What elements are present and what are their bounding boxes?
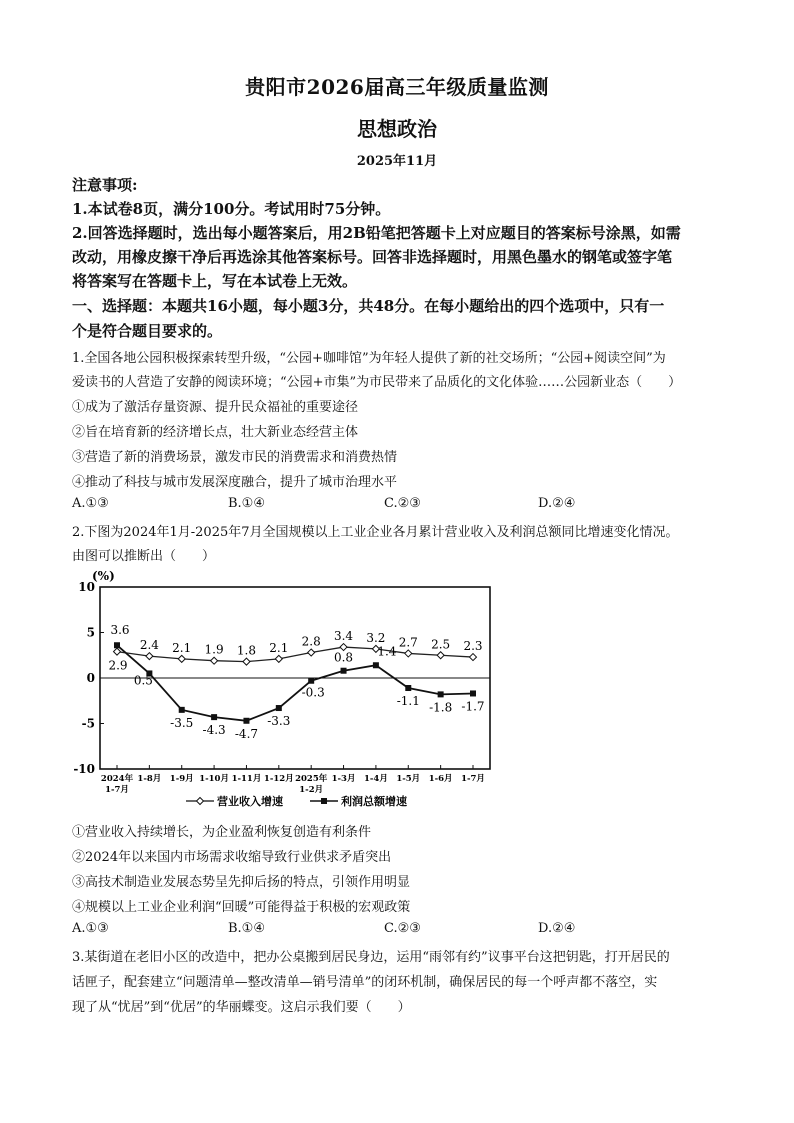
profit-point [438, 691, 444, 697]
x-tick-label: 2025年 [295, 774, 328, 784]
subject-title: 思想政治 [357, 117, 437, 141]
revenue-point [275, 655, 282, 662]
profit-point [308, 678, 314, 684]
y-tick-label: 0 [86, 671, 95, 685]
question-2-stem-line-1: 2.下图为2024年1月-2025年7月全国规模以上工业企业各月累计营业收入及利润总额同比增速变化情况。 [72, 525, 679, 540]
profit-data-label: -1.7 [461, 699, 485, 714]
profit-data-label: -3.5 [170, 715, 194, 730]
notice-item-2-line-3: 将答案写在答题卡上，写在本试卷上无效。 [72, 272, 358, 290]
x-tick-label: 1-9月 [169, 774, 194, 784]
profit-data-label: 3.6 [110, 623, 130, 638]
x-tick-label: 2024年 [100, 774, 134, 784]
revenue-data-label: 2.8 [301, 634, 321, 649]
x-tick-label: 1-6月 [428, 774, 453, 784]
y-tick-label: 10 [78, 580, 95, 594]
question-1-option-a[interactable]: A.①③ [72, 496, 109, 511]
profit-data-label: 0.5 [133, 673, 153, 688]
notice-heading: 注意事项: [72, 176, 138, 194]
question-3-stem-line-1: 3.某街道在老旧小区的改造中，把办公桌搬到居民身边，运用“雨邻有约”议事平台这把钥匙，打开居民的 [72, 950, 670, 965]
profit-point [405, 685, 411, 691]
revenue-point [470, 654, 477, 661]
x-tick-label: 1-8月 [137, 774, 162, 784]
growth-line-chart [62, 565, 502, 815]
revenue-point [146, 653, 153, 660]
revenue-data-label: 2.7 [398, 635, 418, 650]
revenue-point [340, 644, 347, 651]
y-tick-label: -10 [73, 762, 95, 776]
revenue-data-label: 2.1 [172, 640, 192, 655]
question-1-statement-3: ③营造了新的消费场景，激发市民的消费需求和消费热情 [72, 450, 398, 465]
profit-point [179, 707, 185, 713]
legend-revenue-label: 营业收入增速 [217, 795, 283, 808]
profit-point [373, 662, 379, 668]
question-1-stem-line-1: 1.全国各地公园积极探索转型升级，“公园+咖啡馆”为年轻人提供了新的社交场所；“公园+阅读空间”为 [72, 351, 666, 366]
revenue-point [211, 657, 218, 664]
question-1-option-c[interactable]: C.②③ [384, 496, 421, 511]
x-tick-label: 1-3月 [331, 774, 356, 784]
revenue-point [437, 652, 444, 659]
question-3-stem-line-3: 现了从“忧居”到“优居”的华丽蝶变。这启示我们要（ ） [72, 1000, 411, 1015]
x-tick-label-line-2: 1-2月 [299, 785, 324, 795]
revenue-data-label: 1.8 [236, 643, 257, 658]
notice-item-2-line-2: 改动，用橡皮擦干净后再选涂其他答案标号。回答非选择题时，用黑色墨水的钢笔或签字笔 [72, 248, 673, 266]
x-tick-label-line-2: 1-7月 [105, 785, 129, 795]
page-title: 贵阳市2026届高三年级质量监测 [245, 75, 549, 99]
revenue-point [308, 649, 315, 656]
revenue-point [178, 655, 185, 662]
section-heading-line-2: 个是符合题目要求的。 [72, 322, 223, 340]
series-line-revenue [117, 647, 473, 662]
question-2-option-b[interactable]: B.①④ [228, 921, 265, 936]
profit-point [243, 718, 249, 724]
profit-point [341, 668, 347, 674]
x-tick-label: 1-7月 [461, 774, 485, 784]
x-tick-label: 1-11月 [231, 774, 262, 784]
section-heading-line-1: 一、选择题：本题共16小题，每小题3分，共48分。在每小题给出的四个选项中，只有一 [72, 297, 665, 315]
profit-point [114, 642, 120, 648]
revenue-point [114, 648, 121, 655]
profit-data-label: -0.3 [301, 685, 325, 700]
revenue-data-label: 3.2 [366, 630, 386, 645]
profit-point [276, 705, 282, 711]
revenue-data-label: 2.4 [139, 638, 159, 653]
profit-data-label: -1.1 [396, 694, 420, 709]
revenue-point [243, 658, 250, 665]
x-tick-label: 1-12月 [263, 774, 294, 784]
question-2-statement-3: ③高技术制造业发展态势呈先抑后扬的特点，引领作用明显 [72, 875, 411, 890]
question-1-statement-4: ④推动了科技与城市发展深度融合，提升了城市治理水平 [72, 475, 398, 490]
x-tick-label: 1-4月 [363, 774, 388, 784]
question-3-stem-line-2: 话匣子，配套建立“问题清单—整改清单—销号清单”的闭环机制，确保居民的每一个呼声都不落空，实 [72, 975, 658, 990]
revenue-data-label: 2.3 [463, 639, 483, 654]
y-tick-label: 5 [86, 625, 95, 640]
exam-date: 2025年11月 [356, 154, 438, 169]
question-2-option-d[interactable]: D.②④ [538, 921, 576, 936]
legend-profit-label: 利润总额增速 [341, 795, 407, 808]
profit-data-label: -4.3 [202, 723, 226, 738]
profit-data-label: -4.7 [234, 726, 259, 741]
question-2-statement-2: ②2024年以来国内市场需求收缩导致行业供求矛盾突出 [72, 850, 392, 865]
revenue-point [405, 650, 412, 657]
profit-data-label: -1.8 [429, 700, 453, 715]
question-2-option-a[interactable]: A.①③ [72, 921, 109, 936]
profit-data-label: 0.8 [333, 650, 354, 665]
y-tick-label: -5 [81, 716, 95, 731]
question-1-stem-line-2: 爱读书的人营造了安静的阅读环境；“公园+市集”为市民带来了品质化的文化体验……公园新业态（ ） [72, 375, 682, 390]
question-2-statement-4: ④规模以上工业企业利润“回暖”可能得益于积极的宏观政策 [72, 900, 411, 915]
revenue-data-label: 1.9 [204, 642, 224, 657]
notice-item-2-line-1: 2.回答选择题时，选出每小题答案后，用2B铅笔把答题卡上对应题目的答案标号涂黑，如需 [72, 224, 681, 242]
question-2-option-c[interactable]: C.②③ [384, 921, 421, 936]
profit-point [470, 690, 476, 696]
question-1-option-d[interactable]: D.②④ [538, 496, 576, 511]
profit-point [211, 714, 217, 720]
revenue-data-label: 3.4 [333, 629, 354, 644]
profit-data-label: -3.3 [267, 714, 291, 729]
y-axis-unit: (%) [92, 569, 115, 583]
question-1-option-b[interactable]: B.①④ [228, 496, 265, 511]
question-2-stem-line-2: 由图可以推断出（ ） [72, 549, 216, 564]
question-1-statement-2: ②旨在培育新的经济增长点，壮大新业态经营主体 [72, 425, 359, 440]
question-1-statement-1: ①成为了激活存量资源、提升民众福祉的重要途径 [72, 400, 359, 415]
question-2-statement-1: ①营业收入持续增长，为企业盈利恢复创造有利条件 [72, 825, 372, 840]
revenue-data-label: 2.1 [269, 640, 289, 655]
profit-data-label: 1.4 [377, 644, 397, 659]
x-tick-label: 1-10月 [199, 774, 229, 784]
x-tick-label: 1-5月 [396, 774, 421, 784]
revenue-data-label: 2.9 [108, 658, 128, 673]
legend-profit-marker [321, 798, 327, 804]
notice-item-1: 1.本试卷8页，满分100分。考试用时75分钟。 [72, 200, 391, 218]
legend-revenue-marker [197, 798, 204, 805]
revenue-data-label: 2.5 [431, 637, 451, 652]
